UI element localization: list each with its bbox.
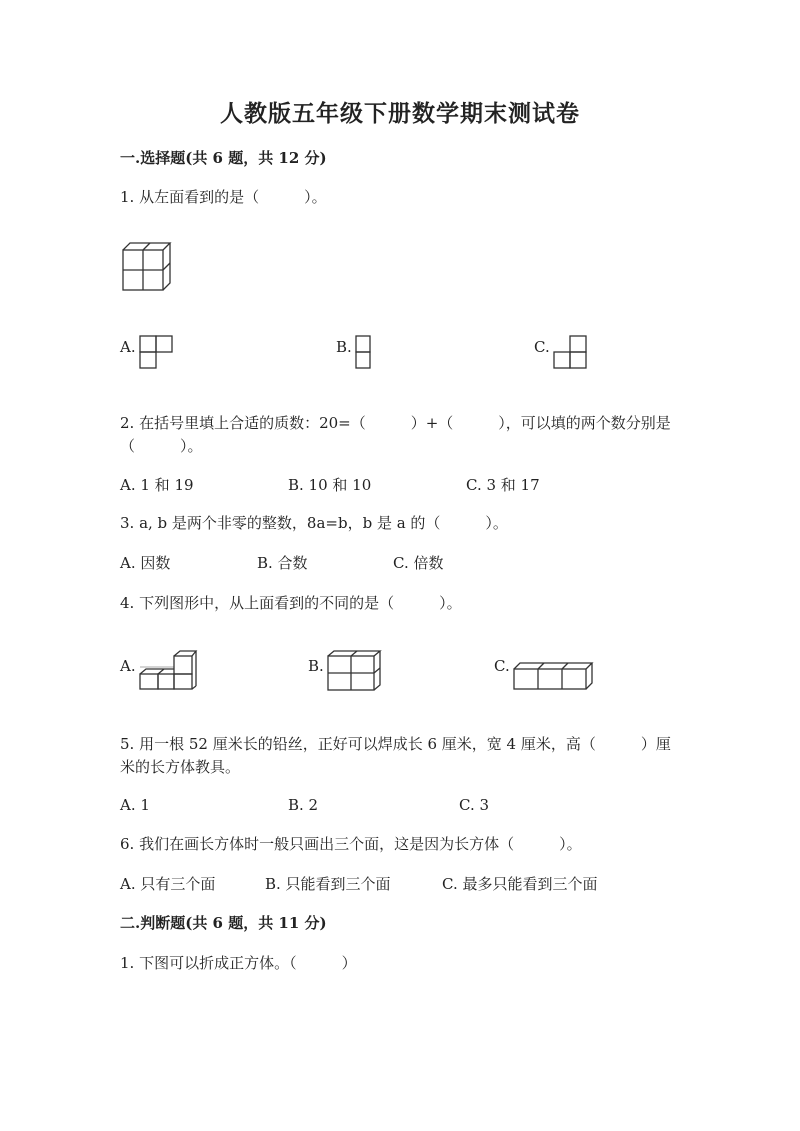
q1-cube-figure — [120, 240, 170, 295]
q6-option-c: C. 最多只能看到三个面 — [442, 875, 598, 893]
page-title: 人教版五年级下册数学期末测试卷 — [220, 100, 580, 127]
q4-option-b-figure — [326, 650, 382, 692]
question-4-stem: 4. 下列图形中，从上面看到的不同的是（ ）。 — [120, 594, 462, 612]
q2-option-c: C. 3 和 17 — [466, 476, 540, 494]
q3-option-b: B. 合数 — [257, 554, 308, 572]
question-2-stem-line2: （ ）。 — [120, 437, 203, 455]
q4-option-a-figure — [138, 650, 198, 692]
q3-option-c: C. 倍数 — [393, 554, 444, 572]
q6-option-b: B. 只能看到三个面 — [265, 875, 391, 893]
question-5-stem-line1: 5. 用一根 52 厘米长的铅丝，正好可以焊成长 6 厘米，宽 4 厘米，高（ ）厘 — [120, 735, 671, 753]
q1-option-b-figure — [356, 336, 376, 372]
judgement-question-1-stem: 1. 下图可以折成正方体。（ ） — [120, 954, 357, 972]
section-heading-choice: 一.选择题(共 6 题，共 12 分) — [120, 149, 327, 167]
q5-option-a: A. 1 — [120, 796, 150, 814]
q2-option-b: B. 10 和 10 — [288, 476, 372, 494]
q1-option-c-label: C. — [534, 338, 550, 356]
q4-option-b-label: B. — [308, 657, 324, 675]
question-5-stem-line2: 米的长方体教具。 — [120, 758, 241, 776]
question-3-stem: 3. a, b 是两个非零的整数，8a=b，b 是 a 的（ ）。 — [120, 514, 508, 532]
q1-option-c-figure — [552, 336, 592, 372]
q2-option-a: A. 1 和 19 — [120, 476, 194, 494]
question-2-stem-line1: 2. 在括号里填上合适的质数：20=（ ）+（ ），可以填的两个数分别是 — [120, 414, 671, 432]
question-6-stem: 6. 我们在画长方体时一般只画出三个面，这是因为长方体（ ）。 — [120, 835, 582, 853]
section-heading-judgement: 二.判断题(共 6 题，共 11 分) — [120, 914, 327, 932]
q5-option-b: B. 2 — [288, 796, 319, 814]
q1-option-a-label: A. — [120, 338, 136, 356]
q4-option-c-figure — [512, 662, 594, 692]
q4-option-a-label: A. — [120, 657, 136, 675]
q1-option-b-label: B. — [336, 338, 352, 356]
q3-option-a: A. 因数 — [120, 554, 171, 572]
q1-option-a-figure — [140, 336, 176, 372]
question-1-stem: 1. 从左面看到的是（ ）。 — [120, 188, 327, 206]
q6-option-a: A. 只有三个面 — [120, 875, 216, 893]
q4-option-c-label: C. — [494, 657, 510, 675]
q5-option-c: C. 3 — [459, 796, 490, 814]
